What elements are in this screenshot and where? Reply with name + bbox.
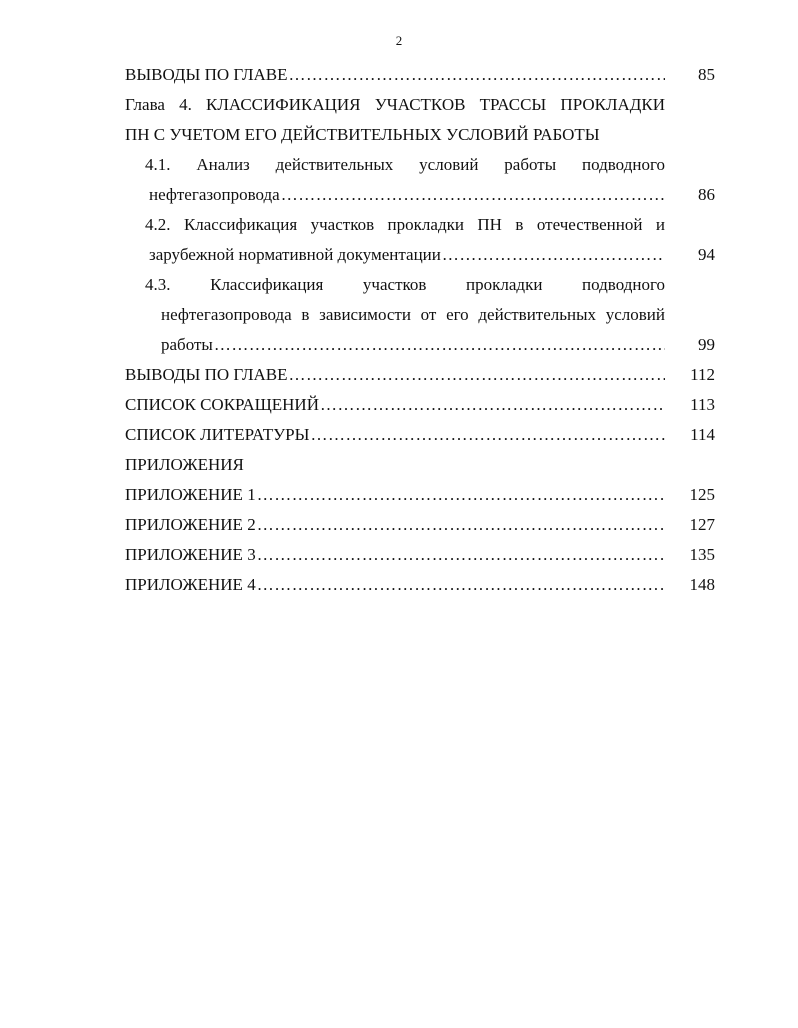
toc-entry-page: 127 — [689, 515, 715, 534]
toc-entry-label: работы — [161, 335, 213, 354]
toc-section-4-1-line1: 4.1. Анализ действительных условий работы подводного — [145, 155, 665, 174]
toc-entry-appendix-4 — [125, 570, 715, 600]
toc-entry-page: 112 — [690, 365, 715, 384]
toc-entry-label: ПРИЛОЖЕНИЕ 1 — [125, 485, 256, 504]
chapter-4-title-line1: Глава 4. КЛАССИФИКАЦИЯ УЧАСТКОВ ТРАССЫ ПРОКЛАДКИ — [125, 95, 665, 114]
dot-leader — [281, 180, 665, 210]
table-of-contents — [125, 60, 715, 600]
dot-leader — [442, 240, 665, 270]
toc-section-4-3-line3 — [125, 330, 715, 360]
toc-entry-abbreviations — [125, 390, 715, 420]
dot-leader — [289, 360, 666, 390]
toc-appendices-heading: ПРИЛОЖЕНИЯ — [125, 455, 244, 474]
chapter-4-title-line2: ПН С УЧЕТОМ ЕГО ДЕЙСТВИТЕЛЬНЫХ УСЛОВИЙ РАБОТЫ — [125, 125, 600, 144]
toc-entry-conclusions-ch3 — [125, 60, 715, 90]
dot-leader — [257, 480, 665, 510]
dot-leader — [257, 510, 665, 540]
toc-entry-page: 86 — [698, 185, 715, 204]
dot-leader — [310, 420, 665, 450]
toc-section-4-2-line1: 4.2. Классификация участков прокладки ПН в отечественной и — [145, 215, 665, 234]
toc-entry-references — [125, 420, 715, 450]
toc-entry-page: 99 — [698, 335, 715, 354]
toc-entry-label: ПРИЛОЖЕНИЕ 2 — [125, 515, 256, 534]
toc-section-4-3-line2: нефтегазопровода в зависимости от его действительных условий — [161, 305, 665, 324]
toc-entry-label: ПРИЛОЖЕНИЕ 4 — [125, 575, 256, 594]
chapter-4-title-line2-row — [125, 120, 715, 150]
dot-leader — [214, 330, 665, 360]
dot-leader — [289, 60, 666, 90]
page-number: 2 — [395, 33, 403, 48]
toc-entry-label: ПРИЛОЖЕНИЕ 3 — [125, 545, 256, 564]
dot-leader — [257, 540, 665, 570]
toc-entry-conclusions-ch4 — [125, 360, 715, 390]
toc-entry-label: ВЫВОДЫ ПО ГЛАВЕ — [125, 65, 288, 84]
toc-entry-appendix-1 — [125, 480, 715, 510]
toc-entry-page: 125 — [689, 485, 715, 504]
toc-section-4-3-line1: 4.3. Классификация участков прокладки подводного — [145, 275, 665, 294]
toc-entry-page: 113 — [690, 395, 715, 414]
dot-leader — [257, 570, 665, 600]
toc-entry-page: 85 — [698, 65, 715, 84]
toc-entry-page: 135 — [689, 545, 715, 564]
toc-entry-label: зарубежной нормативной документации — [149, 245, 441, 264]
toc-section-4-2-line2 — [125, 240, 715, 270]
toc-entry-label: нефтегазопровода — [149, 185, 280, 204]
toc-entry-appendix-2 — [125, 510, 715, 540]
toc-section-4-1-line2 — [125, 180, 715, 210]
toc-entry-label: ВЫВОДЫ ПО ГЛАВЕ — [125, 365, 288, 384]
toc-entry-label: СПИСОК ЛИТЕРАТУРЫ — [125, 425, 310, 444]
toc-entry-page: 114 — [690, 425, 715, 444]
toc-entry-appendix-3 — [125, 540, 715, 570]
dot-leader — [320, 390, 665, 420]
toc-appendices-heading-row — [125, 450, 715, 480]
toc-entry-label: СПИСОК СОКРАЩЕНИЙ — [125, 395, 319, 414]
toc-entry-page: 148 — [689, 575, 715, 594]
toc-entry-page: 94 — [698, 245, 715, 264]
